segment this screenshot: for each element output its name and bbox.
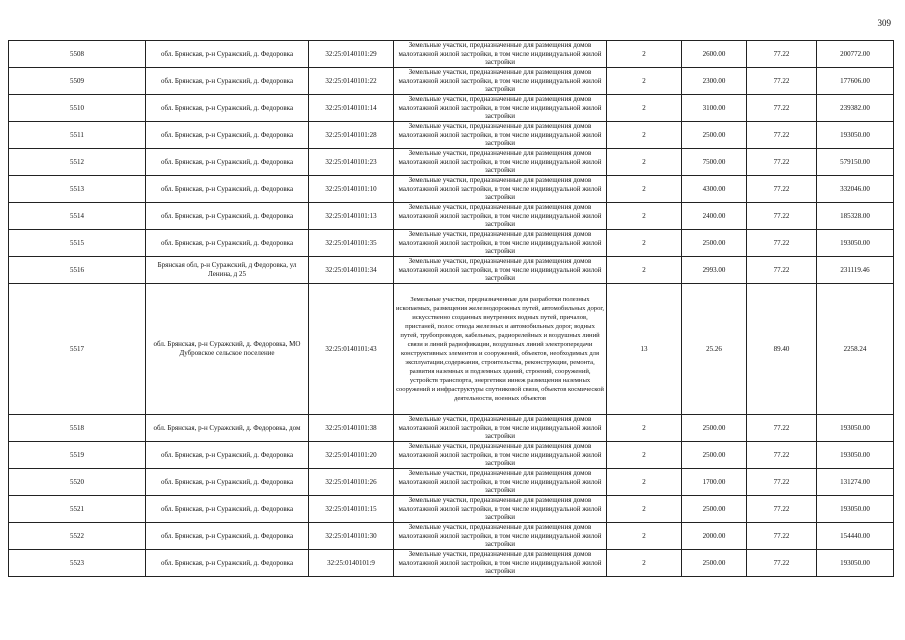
area-cell: 25.26 xyxy=(682,284,747,415)
cadastral-value-cell: 177606.00 xyxy=(817,68,894,95)
address-cell: обл. Брянская, р-н Суражский, д. Федоровка xyxy=(146,122,309,149)
group-cell: 2 xyxy=(607,550,682,577)
table-row xyxy=(9,41,894,68)
cadastral-value-cell: 131274.00 xyxy=(817,469,894,496)
table-row xyxy=(9,68,894,95)
address-cell: обл. Брянская, р-н Суражский, д. Федоровка xyxy=(146,176,309,203)
rate-cell: 77.22 xyxy=(747,415,817,442)
table-row xyxy=(9,415,894,442)
group-cell: 2 xyxy=(607,415,682,442)
row-id-cell: 5509 xyxy=(9,68,146,95)
group-cell: 2 xyxy=(607,68,682,95)
address-cell: обл. Брянская, р-н Суражский, д. Федоровка xyxy=(146,149,309,176)
land-purpose-cell: Земельные участки, предназначенные для размещения домов малоэтажной жилой застройки, в том числе индивидуальной жилой застройки xyxy=(394,176,607,203)
group-cell: 2 xyxy=(607,203,682,230)
area-cell: 2500.00 xyxy=(682,415,747,442)
address-cell: обл. Брянская, р-н Суражский, д. Федоровка xyxy=(146,95,309,122)
row-id-cell: 5510 xyxy=(9,95,146,122)
group-cell: 2 xyxy=(607,230,682,257)
table-row xyxy=(9,442,894,469)
cadastral-value-cell: 193050.00 xyxy=(817,230,894,257)
cadastral-value-table xyxy=(8,40,894,577)
cadastral-value-cell: 193050.00 xyxy=(817,122,894,149)
row-id-cell: 5511 xyxy=(9,122,146,149)
cadastral-number-cell: 32:25:0140101:14 xyxy=(309,95,394,122)
cadastral-value-cell: 193050.00 xyxy=(817,550,894,577)
rate-cell: 77.22 xyxy=(747,550,817,577)
area-cell: 2500.00 xyxy=(682,496,747,523)
group-cell: 2 xyxy=(607,469,682,496)
area-cell: 2500.00 xyxy=(682,122,747,149)
address-cell: обл. Брянская, р-н Суражский, д. Федоровка, дом xyxy=(146,415,309,442)
address-cell: обл. Брянская, р-н Суражский, д. Федоровка xyxy=(146,41,309,68)
rate-cell: 77.22 xyxy=(747,469,817,496)
table-row xyxy=(9,230,894,257)
cadastral-number-cell: 32:25:0140101:13 xyxy=(309,203,394,230)
row-id-cell: 5516 xyxy=(9,257,146,284)
land-purpose-cell: Земельные участки, предназначенные для размещения домов малоэтажной жилой застройки, в том числе индивидуальной жилой застройки xyxy=(394,68,607,95)
land-purpose-cell: Земельные участки, предназначенные для размещения домов малоэтажной жилой застройки, в том числе индивидуальной жилой застройки xyxy=(394,469,607,496)
cadastral-number-cell: 32:25:0140101:10 xyxy=(309,176,394,203)
rate-cell: 77.22 xyxy=(747,496,817,523)
area-cell: 2000.00 xyxy=(682,523,747,550)
cadastral-number-cell: 32:25:0140101:30 xyxy=(309,523,394,550)
group-cell: 2 xyxy=(607,257,682,284)
cadastral-number-cell: 32:25:0140101:38 xyxy=(309,415,394,442)
row-id-cell: 5519 xyxy=(9,442,146,469)
address-cell: обл. Брянская, р-н Суражский, д. Федоровка xyxy=(146,550,309,577)
row-id-cell: 5513 xyxy=(9,176,146,203)
table-row xyxy=(9,95,894,122)
table-row xyxy=(9,284,894,415)
land-purpose-cell: Земельные участки, предназначенные для размещения домов малоэтажной жилой застройки, в том числе индивидуальной жилой застройки xyxy=(394,95,607,122)
address-cell: обл. Брянская, р-н Суражский, д. Федоровка xyxy=(146,469,309,496)
cadastral-number-cell: 32:25:0140101:43 xyxy=(309,284,394,415)
table-row xyxy=(9,496,894,523)
cadastral-value-cell: 193050.00 xyxy=(817,496,894,523)
area-cell: 1700.00 xyxy=(682,469,747,496)
cadastral-number-cell: 32:25:0140101:22 xyxy=(309,68,394,95)
address-cell: Брянская обл, р-н Суражский, д Федоровка, ул Ленина, д 25 xyxy=(146,257,309,284)
address-cell: обл. Брянская, р-н Суражский, д. Федоровка xyxy=(146,523,309,550)
row-id-cell: 5521 xyxy=(9,496,146,523)
cadastral-number-cell: 32:25:0140101:15 xyxy=(309,496,394,523)
area-cell: 2500.00 xyxy=(682,442,747,469)
cadastral-number-cell: 32:25:0140101:23 xyxy=(309,149,394,176)
land-purpose-cell: Земельные участки, предназначенные для разработки полезных ископаемых, размещения железнодорожных путей, автомобильных дорог, искусственно созданных внутренних водных путей, причалов, пристаней, полос отвода железных и автомобильных дорог, водных путей, трубопроводов, кабельных, радиорелейных и воздушных линий связи и линий радиофикации, воздушных линий электропередачи конструктивных элементов и сооружений, объектов, необходимых для эксплуатации,содержания, строительства, реконструкции, ремонта, развития наземных и подземных зданий, строений, сооружений, устройств транспорта, энергетики иинеж размещения наземных сооружений и инфраструктуры спутниковой связи, объектов космической деятельности, военных объектов xyxy=(394,284,607,415)
group-cell: 2 xyxy=(607,122,682,149)
rate-cell: 77.22 xyxy=(747,203,817,230)
address-cell: обл. Брянская, р-н Суражский, д. Федоровка xyxy=(146,68,309,95)
area-cell: 2600.00 xyxy=(682,41,747,68)
group-cell: 2 xyxy=(607,149,682,176)
cadastral-number-cell: 32:25:0140101:34 xyxy=(309,257,394,284)
rate-cell: 77.22 xyxy=(747,68,817,95)
land-purpose-cell: Земельные участки, предназначенные для размещения домов малоэтажной жилой застройки, в том числе индивидуальной жилой застройки xyxy=(394,203,607,230)
area-cell: 2300.00 xyxy=(682,68,747,95)
group-cell: 2 xyxy=(607,95,682,122)
row-id-cell: 5514 xyxy=(9,203,146,230)
cadastral-number-cell: 32:25:0140101:9 xyxy=(309,550,394,577)
area-cell: 3100.00 xyxy=(682,95,747,122)
cadastral-number-cell: 32:25:0140101:20 xyxy=(309,442,394,469)
row-id-cell: 5518 xyxy=(9,415,146,442)
area-cell: 2500.00 xyxy=(682,230,747,257)
group-cell: 2 xyxy=(607,442,682,469)
group-cell: 2 xyxy=(607,523,682,550)
group-cell: 2 xyxy=(607,496,682,523)
rate-cell: 77.22 xyxy=(747,95,817,122)
rate-cell: 77.22 xyxy=(747,41,817,68)
group-cell: 13 xyxy=(607,284,682,415)
row-id-cell: 5523 xyxy=(9,550,146,577)
table-row xyxy=(9,203,894,230)
rate-cell: 77.22 xyxy=(747,122,817,149)
area-cell: 2400.00 xyxy=(682,203,747,230)
cadastral-value-cell: 239382.00 xyxy=(817,95,894,122)
cadastral-value-cell: 332046.00 xyxy=(817,176,894,203)
table-row xyxy=(9,257,894,284)
table-row xyxy=(9,469,894,496)
land-purpose-cell: Земельные участки, предназначенные для размещения домов малоэтажной жилой застройки, в том числе индивидуальной жилой застройки xyxy=(394,496,607,523)
table-row xyxy=(9,176,894,203)
cadastral-value-cell: 193050.00 xyxy=(817,442,894,469)
table-row xyxy=(9,149,894,176)
address-cell: обл. Брянская, р-н Суражский, д. Федоровка xyxy=(146,203,309,230)
land-purpose-cell: Земельные участки, предназначенные для размещения домов малоэтажной жилой застройки, в том числе индивидуальной жилой застройки xyxy=(394,149,607,176)
group-cell: 2 xyxy=(607,176,682,203)
row-id-cell: 5508 xyxy=(9,41,146,68)
area-cell: 4300.00 xyxy=(682,176,747,203)
land-purpose-cell: Земельные участки, предназначенные для размещения домов малоэтажной жилой застройки, в том числе индивидуальной жилой застройки xyxy=(394,550,607,577)
row-id-cell: 5512 xyxy=(9,149,146,176)
rate-cell: 77.22 xyxy=(747,149,817,176)
cadastral-number-cell: 32:25:0140101:26 xyxy=(309,469,394,496)
cadastral-number-cell: 32:25:0140101:28 xyxy=(309,122,394,149)
row-id-cell: 5522 xyxy=(9,523,146,550)
area-cell: 2500.00 xyxy=(682,550,747,577)
rate-cell: 89.40 xyxy=(747,284,817,415)
land-purpose-cell: Земельные участки, предназначенные для размещения домов малоэтажной жилой застройки, в том числе индивидуальной жилой застройки xyxy=(394,442,607,469)
area-cell: 7500.00 xyxy=(682,149,747,176)
cadastral-number-cell: 32:25:0140101:35 xyxy=(309,230,394,257)
page-number: 309 xyxy=(877,18,891,28)
land-purpose-cell: Земельные участки, предназначенные для размещения домов малоэтажной жилой застройки, в том числе индивидуальной жилой застройки xyxy=(394,41,607,68)
land-purpose-cell: Земельные участки, предназначенные для размещения домов малоэтажной жилой застройки, в том числе индивидуальной жилой застройки xyxy=(394,415,607,442)
rate-cell: 77.22 xyxy=(747,230,817,257)
cadastral-value-cell: 579150.00 xyxy=(817,149,894,176)
land-purpose-cell: Земельные участки, предназначенные для размещения домов малоэтажной жилой застройки, в том числе индивидуальной жилой застройки xyxy=(394,257,607,284)
rate-cell: 77.22 xyxy=(747,257,817,284)
address-cell: обл. Брянская, р-н Суражский, д. Федоровка, МО Дубровское сельское поселение xyxy=(146,284,309,415)
address-cell: обл. Брянская, р-н Суражский, д. Федоровка xyxy=(146,496,309,523)
address-cell: обл. Брянская, р-н Суражский, д. Федоровка xyxy=(146,442,309,469)
rate-cell: 77.22 xyxy=(747,523,817,550)
table-row xyxy=(9,523,894,550)
cadastral-value-cell: 200772.00 xyxy=(817,41,894,68)
cadastral-value-cell: 154440.00 xyxy=(817,523,894,550)
cadastral-value-cell: 231119.46 xyxy=(817,257,894,284)
land-purpose-cell: Земельные участки, предназначенные для размещения домов малоэтажной жилой застройки, в том числе индивидуальной жилой застройки xyxy=(394,523,607,550)
rate-cell: 77.22 xyxy=(747,176,817,203)
row-id-cell: 5515 xyxy=(9,230,146,257)
table-row xyxy=(9,550,894,577)
cadastral-value-cell: 193050.00 xyxy=(817,415,894,442)
land-purpose-cell: Земельные участки, предназначенные для размещения домов малоэтажной жилой застройки, в том числе индивидуальной жилой застройки xyxy=(394,122,607,149)
rate-cell: 77.22 xyxy=(747,442,817,469)
group-cell: 2 xyxy=(607,41,682,68)
row-id-cell: 5517 xyxy=(9,284,146,415)
cadastral-number-cell: 32:25:0140101:29 xyxy=(309,41,394,68)
cadastral-value-cell: 2258.24 xyxy=(817,284,894,415)
land-purpose-cell: Земельные участки, предназначенные для размещения домов малоэтажной жилой застройки, в том числе индивидуальной жилой застройки xyxy=(394,230,607,257)
address-cell: обл. Брянская, р-н Суражский, д. Федоровка xyxy=(146,230,309,257)
table-body xyxy=(9,41,894,577)
table-row xyxy=(9,122,894,149)
area-cell: 2993.00 xyxy=(682,257,747,284)
cadastral-value-cell: 185328.00 xyxy=(817,203,894,230)
row-id-cell: 5520 xyxy=(9,469,146,496)
